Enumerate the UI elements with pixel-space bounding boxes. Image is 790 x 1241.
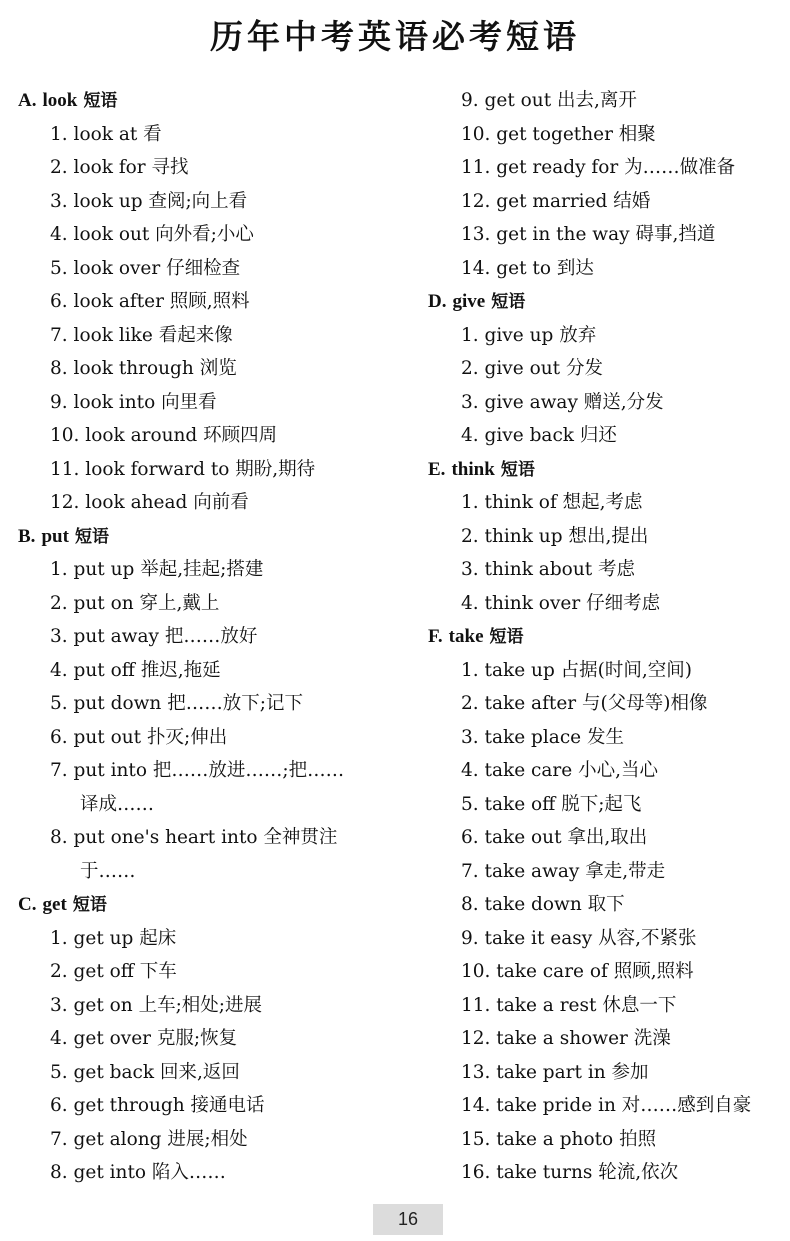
phrase-item: 8. put one's heart into 全神贯注	[50, 827, 338, 848]
phrase-item: 10. take care of 照顾,照料	[461, 961, 694, 982]
section-word: get	[42, 894, 67, 915]
phrase-item: 1. take up 占据(时间,空间)	[461, 659, 692, 681]
phrase-item: 1. think of 想起,考虑	[461, 492, 643, 513]
phrase-item: 11. look forward to 期盼,期待	[50, 458, 316, 480]
phrase-item: 4. get over 克服;恢复	[50, 1028, 238, 1049]
phrase-item: 1. look at 看	[50, 123, 162, 145]
phrase-item: 2. take after 与(父母等)相像	[461, 693, 708, 714]
phrase-item: 4. look out 向外看;小心	[50, 224, 254, 245]
phrase-item: 12. look ahead 向前看	[50, 492, 249, 513]
section-word: give	[452, 291, 486, 312]
phrase-item: 6. put out 扑灭;伸出	[50, 726, 228, 748]
section-suffix: 短语	[489, 627, 524, 647]
phrase-item: 14. get to 到达	[461, 257, 594, 279]
phrase-item-continuation: 译成……	[80, 793, 155, 815]
section-heading-look	[18, 84, 390, 118]
phrase-item: 4. think over 仔细考虑	[461, 592, 661, 614]
section-heading-take	[428, 620, 780, 654]
phrase-item: 8. get into 陷入……	[50, 1162, 226, 1183]
section-suffix: 短语	[83, 91, 118, 111]
section-suffix: 短语	[491, 292, 526, 312]
phrase-item: 2. think up 想出,提出	[461, 525, 649, 547]
phrase-item: 5. take off 脱下;起飞	[461, 793, 642, 815]
phrase-item: 4. take care 小心,当心	[461, 760, 658, 781]
phrase-item: 3. take place 发生	[461, 726, 625, 748]
phrase-item: 1. put up 举起,挂起;搭建	[50, 559, 264, 580]
phrase-item: 8. look through 浏览	[50, 358, 237, 379]
phrase-item: 12. take a shower 洗澡	[461, 1028, 671, 1049]
phrase-item-continuation: 于……	[80, 860, 136, 882]
phrase-item: 9. take it easy 从容,不紧张	[461, 927, 697, 949]
phrase-item: 9. get out 出去,离开	[461, 90, 637, 111]
section-heading-put	[18, 520, 390, 554]
page-number: 16	[373, 1204, 443, 1235]
phrase-item: 3. give away 赠送,分发	[461, 391, 664, 413]
phrase-item: 10. get together 相聚	[461, 123, 656, 145]
left-column	[18, 84, 390, 1190]
section-word: look	[42, 90, 78, 111]
phrase-item: 15. take a photo 拍照	[461, 1128, 657, 1150]
phrase-item: 11. take a rest 休息一下	[461, 994, 677, 1016]
page-title: 历年中考英语必考短语	[210, 17, 580, 56]
phrase-item: 3. get on 上车;相处;进展	[50, 994, 263, 1016]
phrase-item: 5. put down 把……放下;记下	[50, 693, 303, 714]
phrase-item: 4. give back 归还	[461, 425, 617, 446]
phrase-item: 12. get married 结婚	[461, 190, 651, 212]
phrase-item: 2. put on 穿上,戴上	[50, 592, 220, 614]
phrase-item: 5. get back 回来,返回	[50, 1061, 240, 1083]
section-word: put	[41, 525, 69, 547]
section-heading-think	[428, 453, 780, 487]
section-letter: E.	[428, 458, 446, 480]
phrase-item: 13. get in the way 碍事,挡道	[461, 224, 716, 245]
phrase-item: 6. get through 接通电话	[50, 1095, 265, 1116]
phrase-item: 6. take out 拿出,取出	[461, 827, 648, 848]
phrase-item: 2. give out 分发	[461, 358, 603, 379]
phrase-item: 9. look into 向里看	[50, 391, 217, 413]
section-heading-give	[428, 285, 780, 319]
phrase-item: 14. take pride in 对……感到自豪	[461, 1095, 752, 1116]
phrase-item: 5. look over 仔细检查	[50, 257, 241, 279]
phrase-item: 2. get off 下车	[50, 961, 177, 982]
phrase-item: 1. get up 起床	[50, 927, 177, 949]
section-letter: C.	[18, 894, 37, 915]
phrase-item: 11. get ready for 为……做准备	[461, 157, 736, 178]
phrase-item: 3. think about 考虑	[461, 559, 636, 580]
phrase-item: 3. look up 查阅;向上看	[50, 190, 248, 212]
section-heading-get	[18, 888, 390, 922]
phrase-item: 7. look like 看起来像	[50, 324, 233, 346]
phrase-item: 1. give up 放弃	[461, 324, 597, 346]
phrase-item: 4. put off 推迟,拖延	[50, 659, 221, 681]
phrase-item: 8. take down 取下	[461, 894, 625, 915]
section-letter: B.	[18, 525, 36, 547]
phrase-item: 13. take part in 参加	[461, 1061, 649, 1083]
phrase-item: 16. take turns 轮流,依次	[461, 1162, 679, 1183]
phrase-item: 10. look around 环顾四周	[50, 425, 278, 446]
phrase-item: 7. take away 拿走,带走	[461, 860, 666, 882]
section-word: take	[448, 626, 484, 647]
section-suffix: 短语	[500, 459, 535, 480]
section-suffix: 短语	[75, 526, 109, 547]
phrase-item: 7. put into 把……放进……;把……	[50, 760, 345, 781]
right-column	[428, 84, 780, 1190]
section-letter: D.	[428, 291, 447, 312]
section-word: think	[451, 458, 495, 480]
phrase-item: 7. get along 进展;相处	[50, 1128, 248, 1150]
phrase-item: 3. put away 把……放好	[50, 626, 258, 647]
section-letter: F.	[428, 626, 443, 647]
section-letter: A.	[18, 90, 37, 111]
phrase-item: 6. look after 照顾,照料	[50, 291, 250, 312]
section-suffix: 短语	[72, 895, 107, 915]
phrase-item: 2. look for 寻找	[50, 157, 189, 178]
